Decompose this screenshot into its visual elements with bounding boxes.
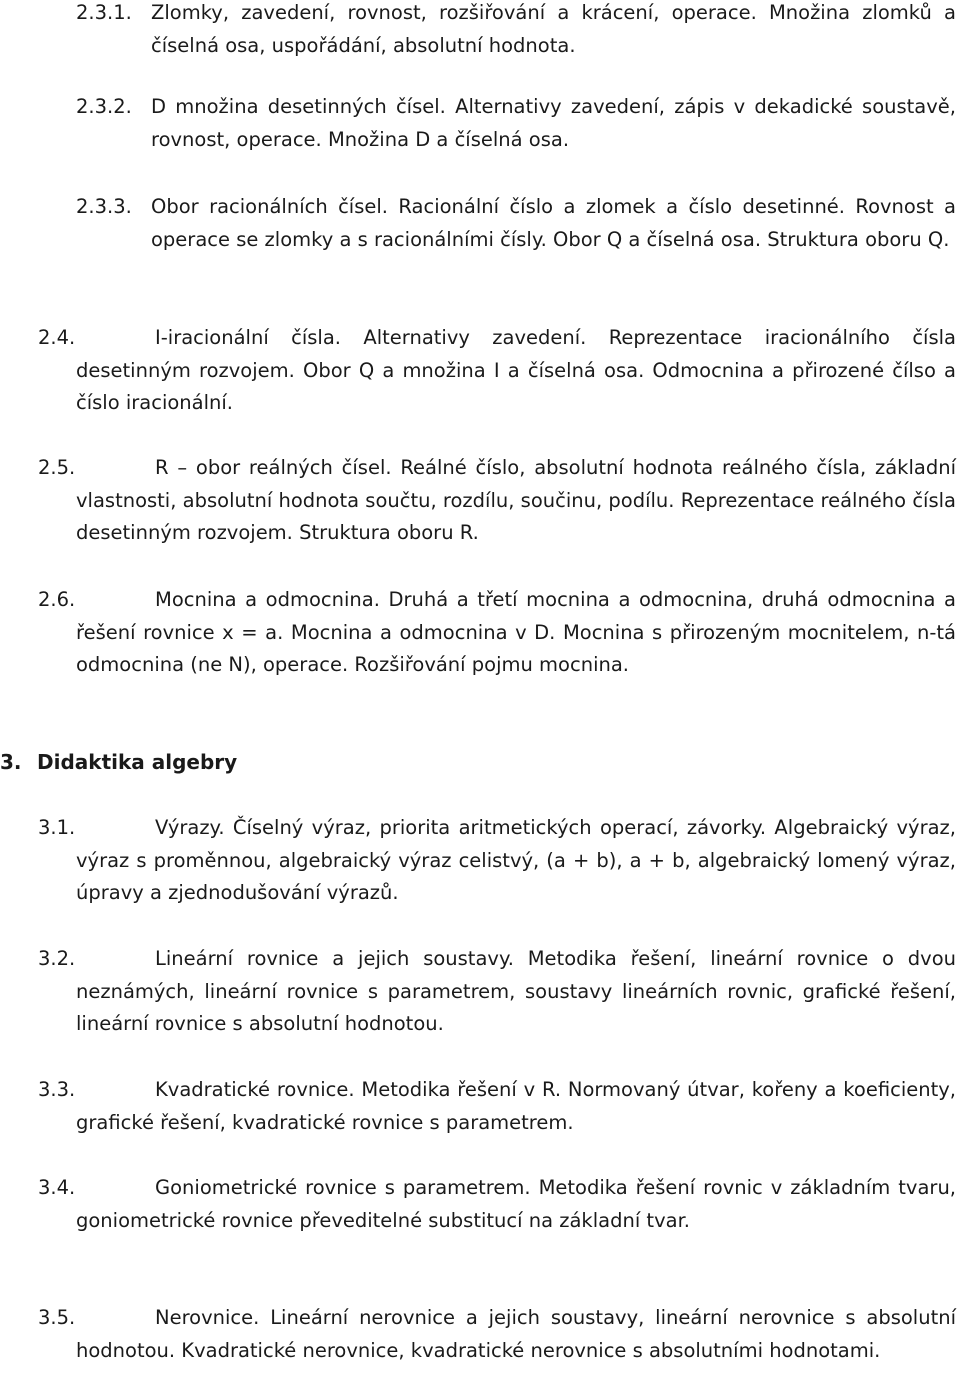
subsection-text: R – obor reálných čísel. Reálné číslo, absolutní hodnota reálného čísla, základní vlastnosti, absolutní hodnota součtu, rozdílu, součinu, podílu. Reprezentace reálného čísla desetinným rozvojem. Struktura oboru R. (76, 456, 956, 544)
subsection-number: 3.2. (38, 947, 76, 970)
subsection-number: 2.3.3. (76, 195, 132, 218)
section-title: Didaktika algebry (37, 750, 238, 774)
subsection-2-4 (38, 322, 956, 420)
subsection-3-5 (38, 1302, 956, 1367)
subsection-2-6 (38, 584, 956, 682)
subsection-3-4 (38, 1172, 956, 1237)
subsection-text: D množina desetinných čísel. Alternativy zavedení, zápis v dekadické soustavě, rovnost, operace. Množina D a číselná osa. (151, 95, 956, 151)
section-heading (0, 746, 237, 778)
subsection-number: 3.3. (38, 1078, 76, 1101)
subsection-text: Goniometrické rovnice s parametrem. Metodika řešení rovnic v základním tvaru, goniometrické rovnice převeditelné substitucí na základní tvar. (76, 1176, 956, 1232)
subsection-text: Obor racionálních čísel. Racionální číslo a zlomek a číslo desetinné. Rovnost a operace se zlomky a s racionálními čísly. Obor Q a číselná osa. Struktura oboru Q. (151, 195, 956, 251)
subsection-3-2 (38, 943, 956, 1041)
subsection-2-5 (38, 452, 956, 550)
subsection-2-3-3 (76, 191, 956, 256)
subsection-text: Výrazy. Číselný výraz, priorita aritmetických operací, závorky. Algebraický výraz, výraz s proměnnou, algebraický výraz celistvý, (a + b), a + b, algebraický lomený výraz, úpravy a zjednodušování výrazů. (76, 816, 956, 904)
subsection-number: 2.5. (38, 456, 76, 479)
subsection-text: Kvadratické rovnice. Metodika řešení v R. Normovaný útvar, kořeny a koeficienty, grafické řešení, kvadratické rovnice s parametrem. (76, 1078, 956, 1134)
subsection-2-3-1 (76, 0, 956, 62)
subsection-number: 2.4. (38, 326, 76, 349)
subsection-2-3-2 (76, 91, 956, 156)
subsection-number: 2.3.2. (76, 95, 132, 118)
subsection-3-1 (38, 812, 956, 910)
subsection-number: 3.1. (38, 816, 76, 839)
subsection-text: Zlomky, zavedení, rovnost, rozšiřování a krácení, operace. Množina zlomků a číselná osa, uspořádání, absolutní hodnota. (151, 1, 956, 57)
subsection-3-3 (38, 1074, 956, 1139)
subsection-number: 2.3.1. (76, 1, 132, 24)
subsection-text: Lineární rovnice a jejich soustavy. Metodika řešení, lineární rovnice o dvou neznámých, lineární rovnice s parametrem, soustavy lineárních rovnic, grafické řešení, lineární rovnice s absolutní hodnotou. (76, 947, 956, 1035)
subsection-number: 3.5. (38, 1306, 76, 1329)
subsection-text: Nerovnice. Lineární nerovnice a jejich soustavy, lineární nerovnice s absolutní hodnotou. Kvadratické nerovnice, kvadratické nerovnice s absolutními hodnotami. (76, 1306, 956, 1362)
subsection-text: I-iracionální čísla. Alternativy zavedení. Reprezentace iracionálního čísla desetinným rozvojem. Obor Q a množina I a číselná osa. Odmocnina a přirozené čílso a číslo iracionální. (76, 326, 956, 414)
subsection-text: Mocnina a odmocnina. Druhá a třetí mocnina a odmocnina, druhá odmocnina a řešení rovnice x = a. Mocnina a odmocnina v D. Mocnina s přirozeným mocnitelem, n-tá odmocnina (ne N), operace. Rozšiřování pojmu mocnina. (76, 588, 956, 676)
section-number: 3. (0, 750, 22, 774)
subsection-number: 2.6. (38, 588, 76, 611)
subsection-number: 3.4. (38, 1176, 76, 1199)
